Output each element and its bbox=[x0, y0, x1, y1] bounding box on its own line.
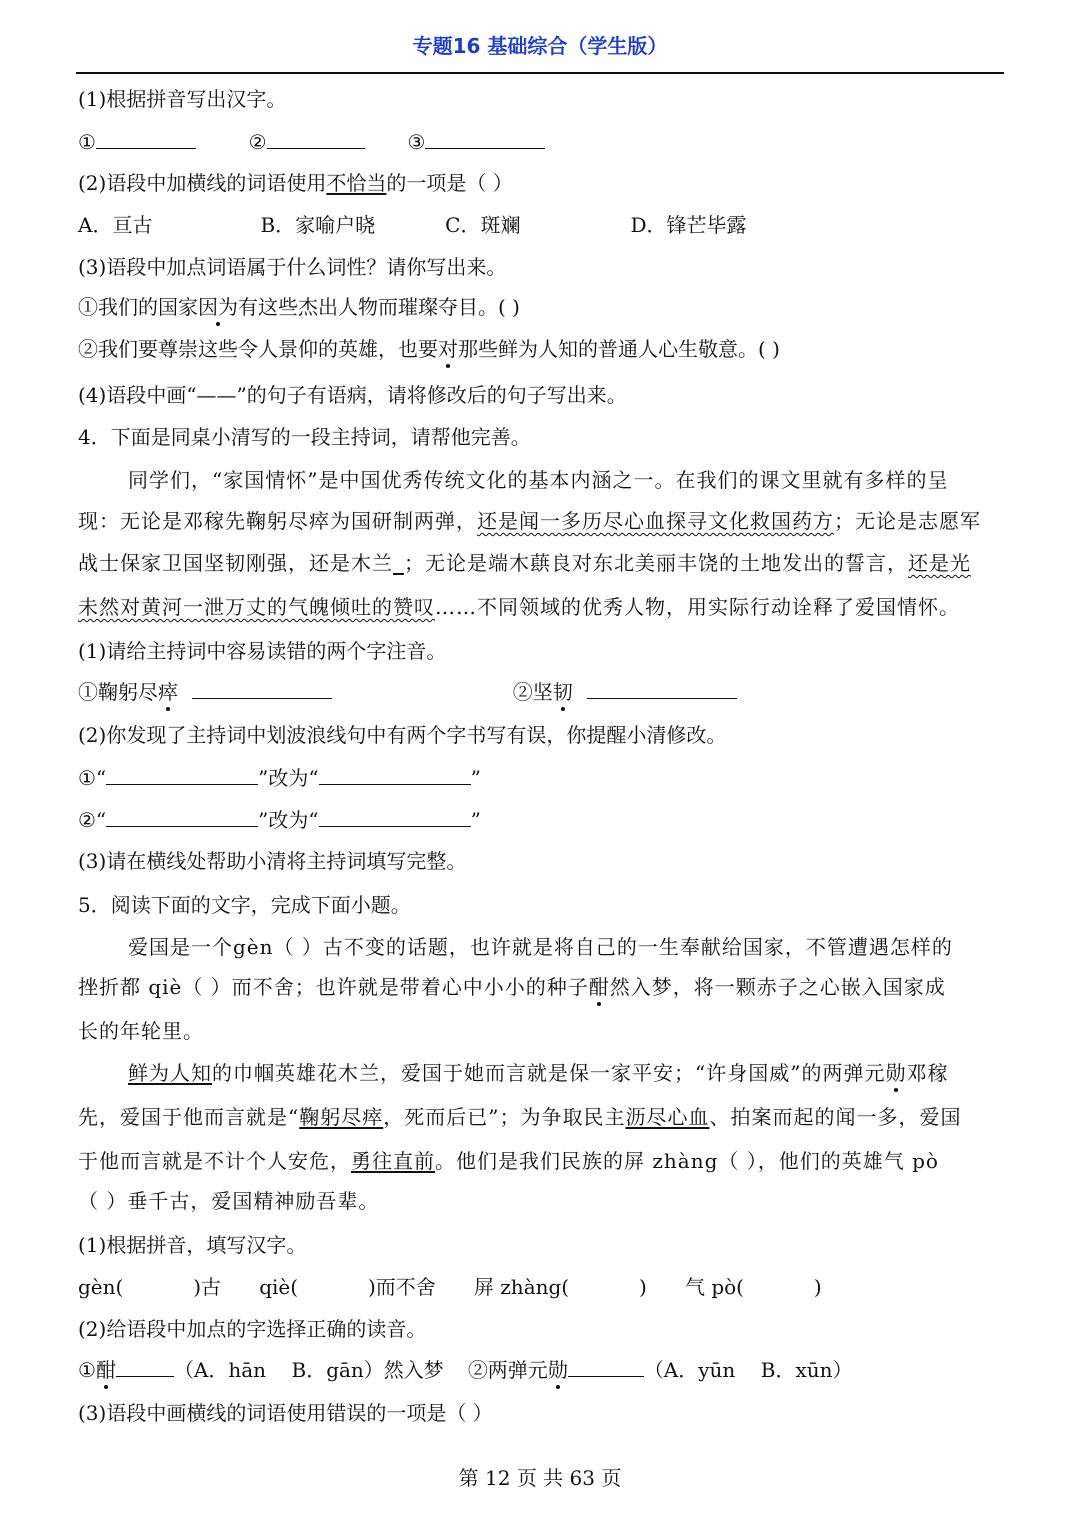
dotted-word: 因为 bbox=[198, 295, 238, 319]
wavy-text: 还是闻一多历尽心血探寻文化救国药方 bbox=[477, 509, 834, 533]
passage-text: 先，爱国于他而言就是“ bbox=[78, 1105, 300, 1129]
q3-part2-bracket: 的一项是（ ） bbox=[386, 171, 513, 195]
q4-title: 4．下面是同桌小清写的一段主持词，请帮他完善。 bbox=[78, 425, 531, 449]
choice-options: （A．hān B．gān）然入梦 bbox=[173, 1358, 444, 1382]
q5-title: 5．阅读下面的文字，完成下面小题。 bbox=[78, 893, 411, 917]
dotted-char: 酣 bbox=[588, 975, 610, 999]
word-text: ②两弹元 bbox=[467, 1358, 548, 1382]
quote-open: ②“ bbox=[78, 808, 107, 832]
option-d: D．锋芒毕露 bbox=[630, 213, 747, 237]
wavy-text: 还是光 bbox=[908, 551, 971, 575]
q3-part3-sentence1 bbox=[78, 294, 520, 320]
change-to: ”改为“ bbox=[258, 808, 319, 832]
q5-passage-line4 bbox=[128, 1060, 948, 1086]
mark-1: ① bbox=[78, 1358, 96, 1382]
q5-passage-line7: （ ）垂千古，爱国精神励吾辈。 bbox=[78, 1189, 380, 1213]
wavy-text: 未然对黄河一泄万丈的气魄倾吐的赞叹 bbox=[78, 595, 435, 619]
q5-passage-line5 bbox=[78, 1104, 961, 1130]
passage-text: 邓稼 bbox=[906, 1061, 949, 1085]
q3-part1: (1)根据拼音写出汉字。 bbox=[78, 87, 287, 111]
sentence-text: ②我们要尊崇这些令人景仰的英雄，也要 bbox=[78, 337, 438, 361]
answer-blank[interactable] bbox=[319, 764, 471, 785]
sentence-text: ①我们的国家 bbox=[78, 295, 198, 319]
dotted-char: 酣 bbox=[95, 1358, 116, 1382]
q4-sub2-row2 bbox=[78, 806, 481, 833]
q4-sub2: (2)你发现了主持词中划波浪线句中有两个字书写有误，你提醒小清修改。 bbox=[78, 723, 727, 747]
q5-passage-line3: 长的年轮里。 bbox=[78, 1019, 204, 1043]
q3-options bbox=[78, 212, 747, 238]
q4-sub2-row1 bbox=[78, 764, 481, 791]
quote-close: ” bbox=[470, 766, 481, 790]
q5-sub3: (3)语段中画横线的词语使用错误的一项是（ ） bbox=[78, 1401, 493, 1425]
q3-part1-blanks bbox=[78, 128, 545, 155]
dotted-char: 勋 bbox=[885, 1061, 907, 1085]
q4-passage-line4 bbox=[78, 594, 960, 620]
change-to: ”改为“ bbox=[258, 766, 319, 790]
sentence-text: 有这些杰出人物而璀璨夺目。( ) bbox=[238, 295, 520, 319]
passage-text: 然入梦，将一颗赤子之心嵌入国家成 bbox=[609, 975, 946, 999]
q4-sub1-answers bbox=[78, 678, 737, 705]
quote-open: ①“ bbox=[78, 766, 107, 790]
answer-blank[interactable] bbox=[425, 128, 545, 149]
page-header-title: 专题16 基础综合（学生版） bbox=[412, 34, 668, 58]
passage-text: ……不同领域的优秀人物，用实际行动诠释了爱国情怀。 bbox=[435, 595, 960, 619]
passage-text: 于他而言就是不计个人安危， bbox=[78, 1149, 351, 1173]
underlined-term: 沥尽心血 bbox=[625, 1105, 710, 1129]
dotted-word: 对 bbox=[438, 337, 458, 361]
passage-text: ；无论是志愿军 bbox=[834, 509, 981, 533]
q5-passage-line1: 爱国是一个gèn（ ）古不变的话题，也许就是将自己的一生奉献给国家，不管遭遇怎样的 bbox=[128, 935, 953, 959]
answer-blank[interactable] bbox=[319, 806, 471, 827]
q5-passage-line6 bbox=[78, 1148, 939, 1174]
q5-sub2-choices bbox=[78, 1356, 852, 1383]
page-number-footer: 第 12 页 共 63 页 bbox=[458, 1466, 622, 1490]
answer-blank[interactable] bbox=[106, 764, 258, 785]
q5-sub1-items: gèn( )古 qiè( )而不舍 屏 zhàng( ) 气 pò( ) bbox=[78, 1275, 822, 1299]
quote-close: ” bbox=[470, 808, 481, 832]
dotted-char: 韧 bbox=[552, 680, 573, 704]
q4-passage-line1: 同学们，“家国情怀”是中国优秀传统文化的基本内涵之一。在我们的课文里就有多样的呈 bbox=[128, 468, 949, 492]
q4-passage-line2 bbox=[78, 508, 981, 534]
word-text: ①鞠躬尽 bbox=[78, 680, 158, 704]
passage-text: ；无论是端木蕻良对东北美丽丰饶的土地发出的誓言， bbox=[404, 551, 908, 575]
q5-passage-line2 bbox=[78, 974, 946, 1000]
choice-options: （A．yūn B．xūn） bbox=[643, 1358, 853, 1382]
q5-sub2: (2)给语段中加点的字选择正确的读音。 bbox=[78, 1317, 427, 1341]
q4-sub1: (1)请给主持词中容易读错的两个字注音。 bbox=[78, 639, 447, 663]
answer-blank[interactable] bbox=[568, 1356, 644, 1377]
underlined-term: 鲜为人知 bbox=[128, 1061, 212, 1085]
underlined-term: 不恰当 bbox=[326, 171, 387, 195]
q4-sub3: (3)请在横线处帮助小清将主持词填写完整。 bbox=[78, 849, 467, 873]
answer-blank[interactable] bbox=[96, 128, 196, 149]
option-a: A．亘古 bbox=[78, 213, 153, 237]
passage-text: 现：无论是邓稼先鞠躬尽瘁为国研制两弹， bbox=[78, 509, 477, 533]
mark-2: ② bbox=[248, 130, 267, 154]
mark-1: ① bbox=[78, 130, 96, 154]
passage-text: 的巾帼英雄花木兰，爱国于她而言就是保一家平安；“许身国威”的两弹元 bbox=[212, 1061, 886, 1085]
passage-text: 挫折都 qiè（ ）而不舍；也许就是带着心中小小的种子 bbox=[78, 975, 589, 999]
dotted-char: 瘁 bbox=[158, 680, 178, 704]
answer-blank[interactable] bbox=[587, 678, 737, 699]
header-divider bbox=[76, 72, 1004, 74]
q3-part3-sentence2 bbox=[78, 336, 780, 362]
dotted-char: 勋 bbox=[547, 1358, 568, 1382]
q4-passage-line3 bbox=[78, 550, 971, 576]
mark-3: ③ bbox=[407, 130, 426, 154]
passage-text: 。他们是我们民族的屏 zhàng（ ），他们的英雄气 pò bbox=[435, 1149, 939, 1173]
q3-part2 bbox=[78, 170, 513, 196]
passage-text: 战士保家卫国坚韧刚强，还是木兰 bbox=[78, 551, 393, 575]
answer-blank[interactable] bbox=[106, 806, 258, 827]
underlined-term: 勇往直前 bbox=[351, 1149, 435, 1173]
passage-text: ，死而后已”；为争取民主 bbox=[383, 1105, 626, 1129]
fill-blank[interactable]: _ bbox=[393, 551, 404, 575]
option-c: C．斑斓 bbox=[445, 213, 521, 237]
answer-blank[interactable] bbox=[267, 128, 365, 149]
q3-part2-text: (2)语段中加横线的词语使用 bbox=[78, 171, 327, 195]
passage-text: 、拍案而起的闻一多，爱国 bbox=[709, 1105, 962, 1129]
sentence-text: 那些鲜为人知的普通人心生敬意。( ) bbox=[458, 337, 780, 361]
underlined-term: 鞠躬尽瘁 bbox=[299, 1105, 384, 1129]
word-text: ②坚 bbox=[512, 680, 553, 704]
q3-part3: (3)语段中加点词语属于什么词性？请你写出来。 bbox=[78, 255, 507, 279]
option-b: B．家喻户晓 bbox=[260, 213, 376, 237]
q5-sub1: (1)根据拼音，填写汉字。 bbox=[78, 1233, 307, 1257]
answer-blank[interactable] bbox=[192, 678, 332, 699]
q3-part4: (4)语段中画“——”的句子有语病，请将修改后的句子写出来。 bbox=[78, 383, 627, 407]
answer-blank[interactable] bbox=[116, 1356, 174, 1377]
